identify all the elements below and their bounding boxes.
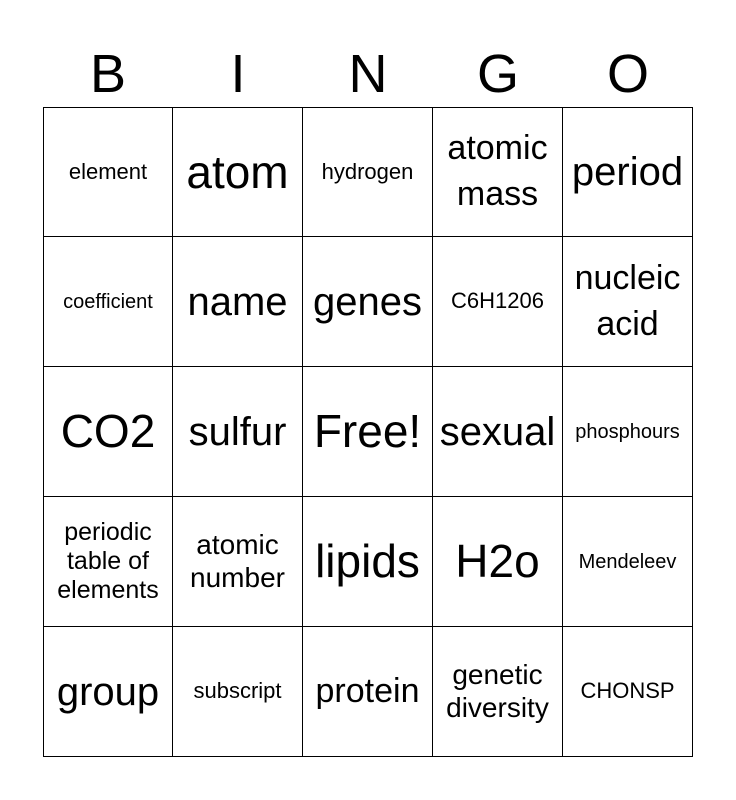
bingo-cell[interactable] (43, 107, 173, 237)
free-space-cell[interactable] (303, 367, 433, 497)
bingo-header (43, 40, 693, 108)
bingo-cell[interactable] (43, 497, 173, 627)
cell-text: CO2 (60, 405, 156, 458)
cell-text: subscript (193, 678, 282, 704)
bingo-board (43, 107, 693, 757)
cell-text: H2o (455, 535, 540, 588)
bingo-cell[interactable] (563, 237, 693, 367)
bingo-cell[interactable] (173, 107, 303, 237)
bingo-cell[interactable] (433, 367, 563, 497)
bingo-cell[interactable] (563, 367, 693, 497)
cell-text: periodic table of elements (57, 518, 159, 604)
cell-text: protein (315, 671, 420, 710)
cell-text: period (571, 150, 684, 194)
bingo-cell[interactable] (303, 107, 433, 237)
bingo-cell[interactable] (433, 497, 563, 627)
cell-text: C6H1206 (451, 288, 544, 314)
cell-text: atomic mass (447, 129, 548, 213)
cell-text: coefficient (63, 290, 153, 313)
header-letter-o: O (606, 44, 649, 104)
cell-text: nucleic acid (574, 258, 681, 343)
cell-text: group (56, 669, 160, 714)
header-letter-i: I (230, 44, 246, 104)
bingo-cell[interactable] (433, 107, 563, 237)
cell-text: sulfur (188, 409, 287, 454)
bingo-cell[interactable] (173, 497, 303, 627)
header-letter-g: G (476, 44, 519, 104)
cell-text: CHONSP (580, 678, 675, 704)
bingo-cell[interactable] (43, 367, 173, 497)
bingo-cell[interactable] (563, 107, 693, 237)
bingo-cell[interactable] (563, 627, 693, 757)
bingo-cell[interactable] (433, 237, 563, 367)
bingo-cell[interactable] (43, 237, 173, 367)
bingo-cell[interactable] (433, 627, 563, 757)
free-space-text: Free! (313, 405, 422, 458)
cell-text: genetic diversity (446, 659, 549, 723)
cell-text: element (68, 158, 148, 184)
bingo-cell[interactable] (303, 627, 433, 757)
bingo-cell[interactable] (43, 627, 173, 757)
bingo-cell[interactable] (173, 367, 303, 497)
cell-text: sexual (439, 409, 556, 454)
cell-text: atom (186, 145, 289, 198)
header-letter-b: B (89, 44, 127, 104)
header-letter-n: N (348, 44, 388, 104)
bingo-cell[interactable] (173, 237, 303, 367)
cell-text: lipids (315, 535, 420, 588)
cell-text: Mendeleev (578, 550, 677, 573)
cell-text: name (187, 279, 288, 324)
bingo-cell[interactable] (173, 627, 303, 757)
cell-text: genes (313, 279, 422, 324)
cell-text: phosphours (575, 420, 680, 443)
cell-text: atomic number (190, 529, 285, 593)
bingo-cell[interactable] (563, 497, 693, 627)
bingo-cell[interactable] (303, 497, 433, 627)
bingo-cell[interactable] (303, 237, 433, 367)
cell-text: hydrogen (321, 158, 414, 184)
